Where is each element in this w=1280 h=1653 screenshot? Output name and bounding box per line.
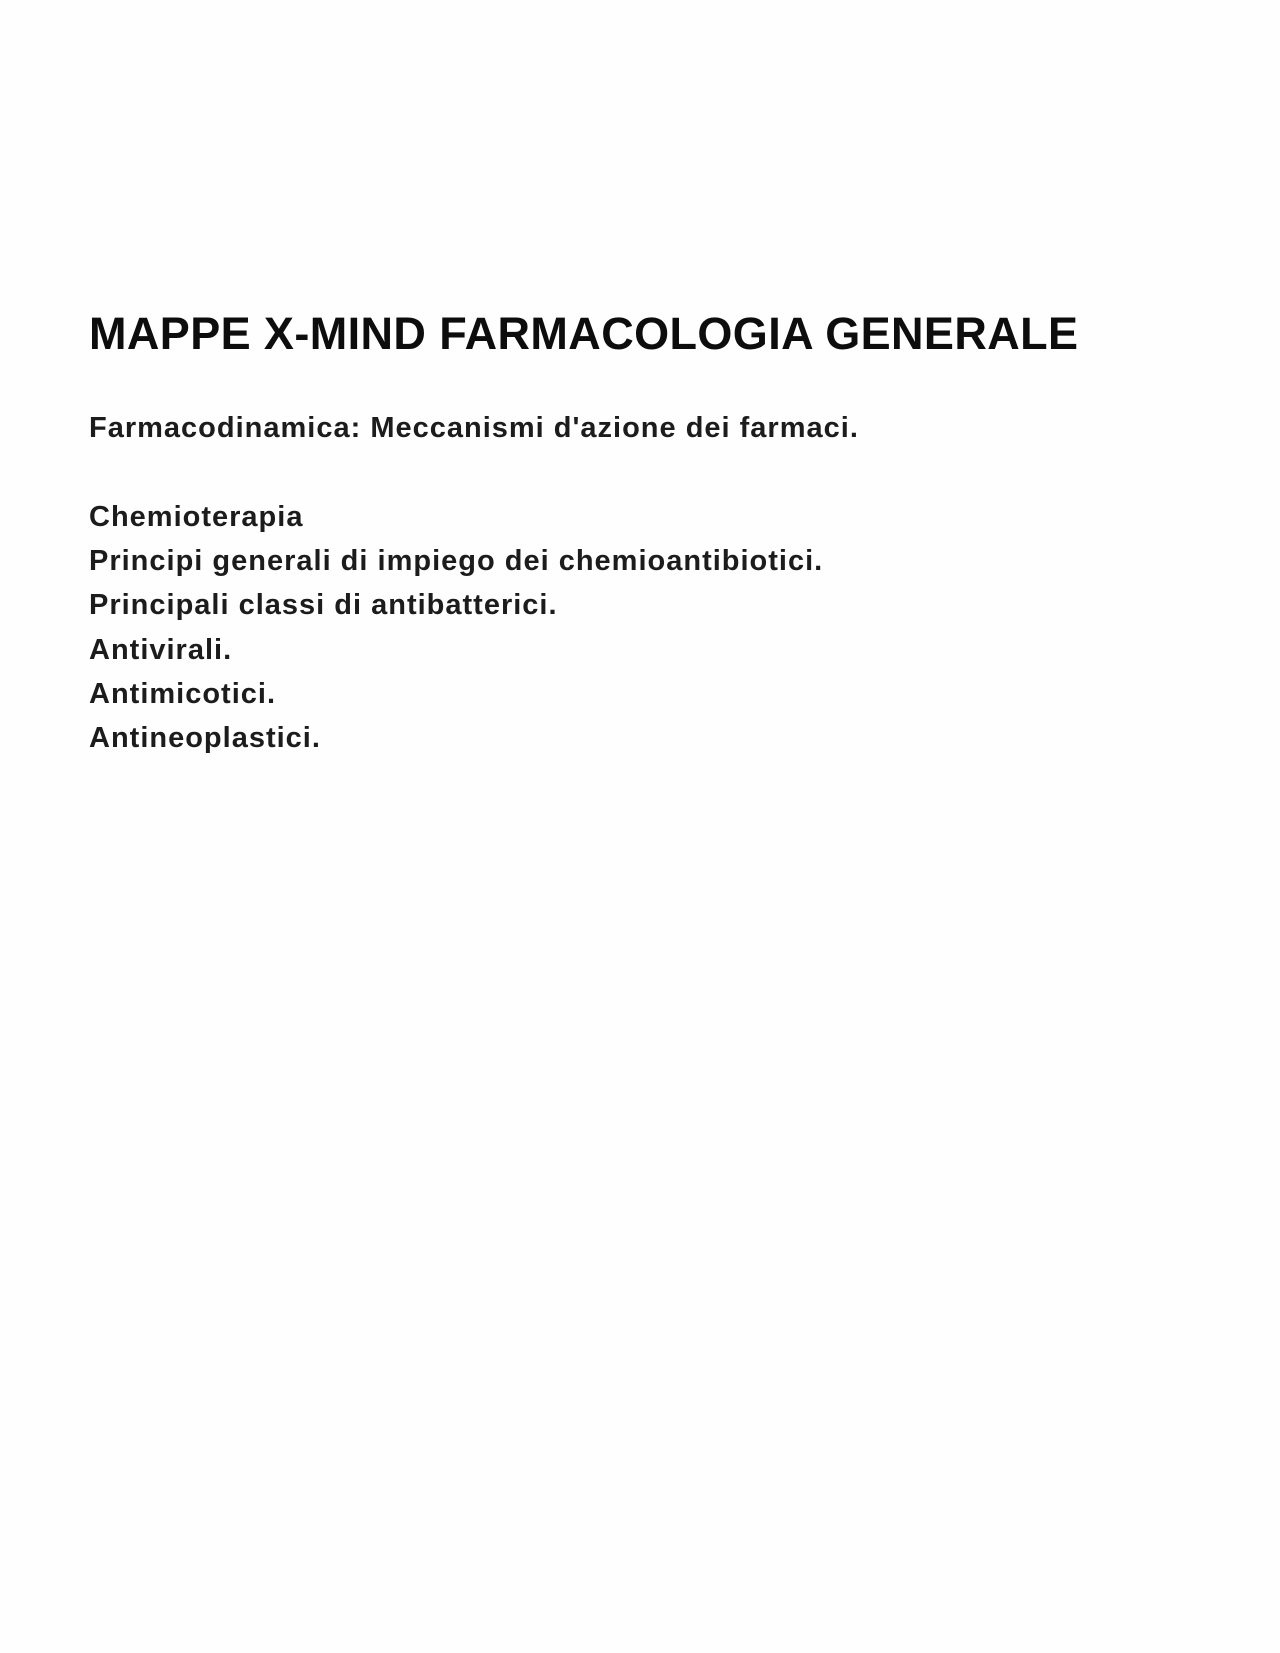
topic-antineoplastici: Antineoplastici. xyxy=(89,722,321,754)
section-chemioterapia: Chemioterapia xyxy=(89,501,304,533)
topic-antimicotici: Antimicotici. xyxy=(89,678,277,710)
document-title: MAPPE X-MIND FARMACOLOGIA GENERALE xyxy=(89,308,1079,359)
topic-farmacodinamica: Farmacodinamica: Meccanismi d'azione dei farmaci. xyxy=(89,412,859,444)
topic-classi-antibatterici: Principali classi di antibatterici. xyxy=(89,589,558,621)
topic-principi-generali: Principi generali di impiego dei chemioantibiotici. xyxy=(89,545,824,577)
topic-antivirali: Antivirali. xyxy=(89,634,233,666)
